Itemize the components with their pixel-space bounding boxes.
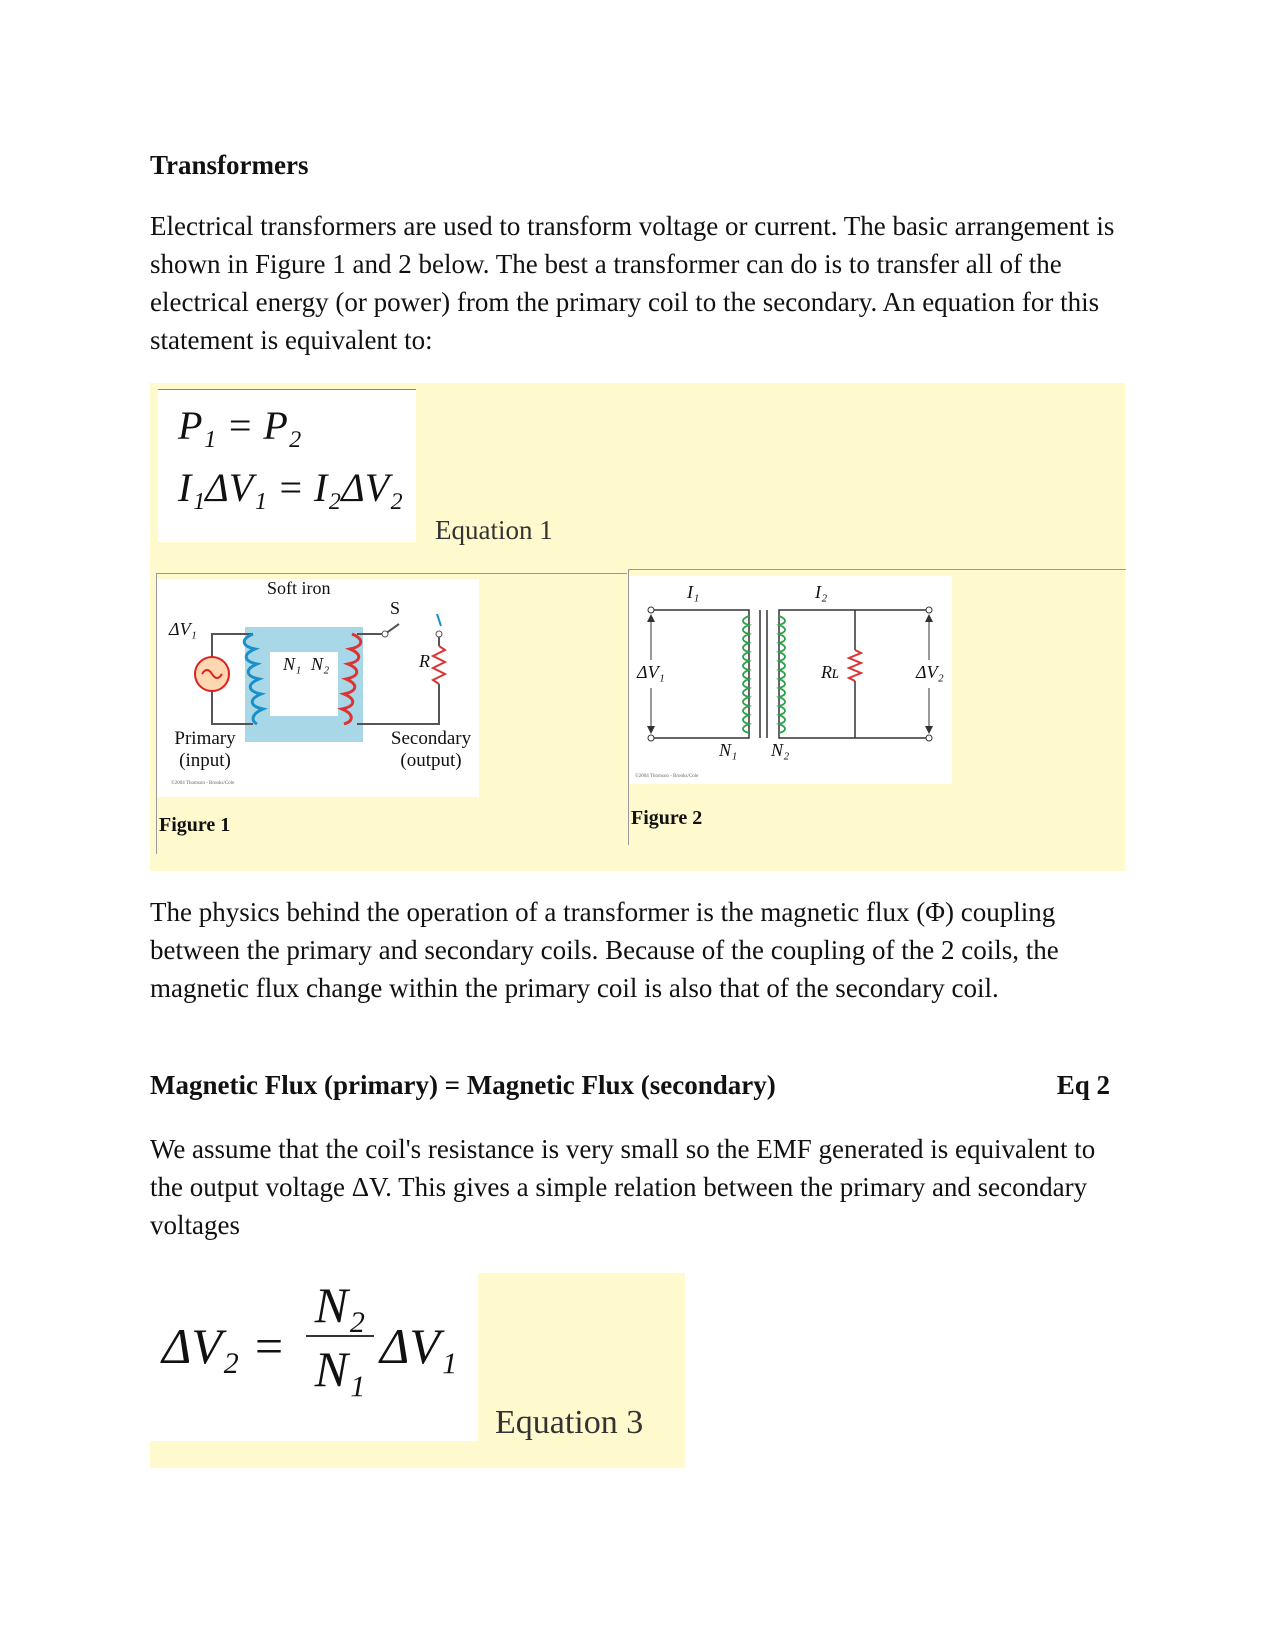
- physics-paragraph: The physics behind the operation of a transformer is the magnetic flux (Φ) coupling between the primary and secondary coils. Because of the coupling of the 2 coils, the magnetic flux change within the primary coil is also that of the secondary coil.: [150, 897, 1059, 1003]
- secondary-sub-label: (output): [400, 750, 462, 771]
- equation-3-panel: [150, 1273, 685, 1468]
- figure-1: [156, 573, 627, 854]
- fig2-dv1-label: ΔV₁: [637, 662, 665, 682]
- equation-3-label: Equation 3: [495, 1404, 644, 1441]
- fig1-n2-label: N₂: [311, 654, 330, 674]
- fig2-copyright: ©2004 Thomson - Brooks/Cole: [635, 774, 699, 779]
- page-title: Transformers: [150, 150, 309, 180]
- fig2-dv2-label: ΔV₂: [916, 662, 944, 682]
- fig1-copyright: ©2004 Thomson - Brooks/Cole: [171, 781, 235, 786]
- equation-3-box: [150, 1273, 478, 1441]
- equation-3-denominator: N₁: [314, 1341, 366, 1397]
- equation-3-numerator: N₂: [314, 1277, 366, 1333]
- soft-iron-label: Soft iron: [267, 578, 331, 598]
- secondary-label: Secondary: [390, 728, 472, 749]
- figure-2-caption: Figure 2: [631, 807, 703, 829]
- equation-2: [150, 1070, 1110, 1101]
- fig1-n1-label: N₁: [283, 654, 302, 674]
- fig2-i2-label: I₂: [815, 582, 828, 602]
- fig1-r-label: R: [419, 651, 430, 671]
- equation-2-label: Eq 2: [1056, 1070, 1110, 1100]
- intro-paragraph: Electrical transformers are used to transform voltage or current. The basic arrangement is shown in Figure 1 and 2 below. The best a transformer can do is to transfer all of the electrical energy (or power) from the primary coil to the secondary. An equation for this statement is equivalent to:: [150, 211, 1115, 355]
- equation-1-label: Equation 1: [435, 515, 553, 545]
- figure-2: [628, 569, 1126, 845]
- equation-3-fraction: [302, 1275, 378, 1401]
- primary-label: Primary: [174, 728, 236, 749]
- fig1-dv1-label: ΔV₁: [169, 619, 197, 639]
- fig2-n1-label: N₁: [719, 740, 738, 760]
- fig2-n2-label: N₂: [771, 740, 790, 760]
- figure-1-caption: Figure 1: [159, 814, 231, 836]
- primary-sub-label: (input): [179, 750, 231, 771]
- fig2-rl-label: Rʟ: [821, 662, 840, 682]
- figure-2-diagram: [629, 570, 1126, 845]
- fig2-i1-label: I₁: [687, 582, 700, 602]
- equation-3-rhs: ΔV₁: [380, 1318, 458, 1374]
- equation-1-box: [158, 389, 416, 542]
- equation-1-line2: I₁ΔV₁ = I₂ΔV₂: [178, 465, 404, 510]
- equation-1-line1: P₁ = P₂: [178, 403, 302, 448]
- switch-label: S: [390, 598, 401, 618]
- equation-2-text: Magnetic Flux (primary) = Magnetic Flux (secondary): [150, 1070, 776, 1100]
- emf-paragraph: We assume that the coil's resistance is very small so the EMF generated is equivalent to the output voltage ΔV. This gives a simple relation between the primary and secondary voltages: [150, 1134, 1096, 1240]
- equation-figure-panel: [150, 383, 1125, 871]
- equation-3-lhs: ΔV₂ =: [162, 1318, 286, 1374]
